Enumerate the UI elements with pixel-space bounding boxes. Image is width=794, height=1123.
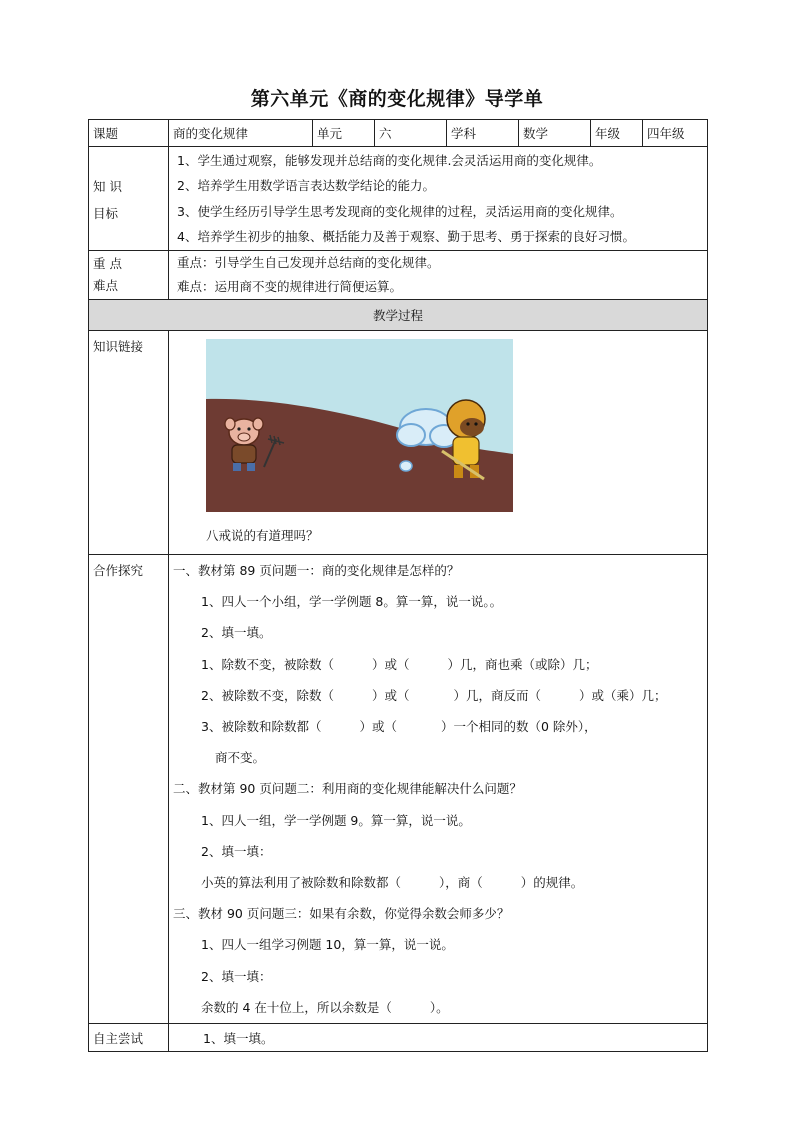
question-1-step-2: 2、填一填。 [201, 625, 272, 641]
self-try-label: 自主尝试 [89, 1024, 169, 1052]
question-1-step-1: 1、四人一个小组，学一学例题 8。算一算，说一说。。 [201, 594, 503, 610]
cartoon-scene-svg [206, 339, 513, 512]
fill-text: 小英的算法利用了被除数和除数都（ [201, 875, 402, 891]
key-label-b: 难点 [93, 278, 119, 293]
link-row [89, 331, 708, 555]
unit-value: 六 [375, 120, 447, 147]
question-3-step-2: 2、填一填： [201, 968, 272, 984]
question-2-step-2: 2、填一填： [201, 843, 272, 859]
fill-text: 1、除数不变，被除数（ [201, 656, 334, 672]
goal-item: 3、使学生经历引导学生思考发现商的变化规律的过程，灵活运用商的变化规律。 [177, 203, 623, 219]
label-grade: 年级 [591, 120, 643, 147]
page-title: 第六单元《商的变化规律》导学单 [250, 88, 544, 110]
difficult-point: 难点：运用商不变的规律进行简便运算。 [177, 279, 403, 294]
goals-row [89, 147, 708, 251]
question-2-step-1: 1、四人一组，学一学例题 9。算一算，说一说。 [201, 812, 471, 828]
grade-value: 四年级 [643, 120, 708, 147]
process-bar-row [89, 300, 708, 331]
fill-text: ）或（ [371, 656, 410, 672]
key-points-label-cell [89, 251, 169, 300]
fill-text: 3、被除数和除数都（ [201, 719, 322, 735]
goals-list [169, 147, 708, 251]
label-unit: 单元 [313, 120, 375, 147]
fill-line-1 [173, 649, 703, 680]
goal-item: 4、培养学生初步的抽象、概括能力及善于观察、勤于思考、勇于探索的良好习惯。 [177, 229, 635, 244]
process-title: 教学过程 [89, 300, 708, 331]
topic-value: 商的变化规律 [169, 120, 313, 147]
fill-text: 余数的 4 在十位上，所以余数是（ [201, 999, 392, 1015]
fill-line-3-end: 商不变。 [215, 750, 266, 766]
goal-item: 2、培养学生用数学语言表达数学结论的能力。 [177, 178, 435, 193]
fill-text: ）或（ [371, 687, 410, 703]
fill-text: ）。 [429, 999, 449, 1015]
header-row [89, 120, 708, 147]
key-label-a: 重 点 [93, 256, 122, 271]
fill-line-3 [173, 711, 703, 742]
question-3-step-1: 1、四人一组学习例题 10，算一算，说一说。 [201, 937, 454, 953]
link-content [169, 331, 708, 555]
fill-text: 2、被除数不变，除数（ [201, 687, 334, 703]
key-points-row [89, 251, 708, 300]
link-caption: 八戒说的有道理吗？ [206, 528, 319, 543]
self-try-row [89, 1024, 708, 1052]
subject-value: 数学 [519, 120, 591, 147]
coop-label: 合作探究 [89, 555, 169, 1024]
fill-text: ）或（乘）几； [579, 687, 667, 703]
key-point: 重点：引导学生自己发现并总结商的变化规律。 [177, 255, 440, 270]
fill-text: ）几，商反而（ [453, 687, 541, 703]
fill-text: ）或（ [359, 719, 397, 735]
fill-line-2 [173, 680, 703, 711]
question-2: 二、教材第 90 页问题二：利用商的变化规律能解决什么问题？ [173, 781, 522, 797]
goal-item: 1、学生通过观察，能够发现并总结商的变化规律.会灵活运用商的变化规律。 [177, 152, 602, 168]
label-subject: 学科 [447, 120, 519, 147]
fill-text: ）几，商也乘（或除）几； [447, 656, 598, 672]
question-1: 一、教材第 89 页问题一：商的变化规律是怎样的？ [173, 563, 460, 578]
fill-text: ）一个相同的数（0 除外）， [440, 719, 597, 735]
goals-label-b: 目标 [93, 205, 119, 221]
question-2-fill [173, 867, 703, 898]
self-try-item: 1、填一填。 [169, 1024, 708, 1052]
goals-label-a: 知 识 [93, 178, 122, 194]
link-label: 知识链接 [89, 331, 169, 555]
fill-text: ），商（ [439, 875, 483, 891]
fill-text: ）的规律。 [520, 875, 584, 891]
goals-label-cell [89, 147, 169, 251]
study-sheet-table [88, 119, 708, 1052]
cartoon-illustration [206, 339, 513, 512]
question-3: 三、教材 90 页问题三：如果有余数，你觉得余数会师多少？ [173, 906, 510, 922]
question-3-fill [173, 992, 703, 1023]
coop-row [89, 555, 708, 1024]
key-points-content [169, 251, 708, 300]
coop-content [169, 555, 708, 1024]
label-topic: 课题 [89, 120, 169, 147]
